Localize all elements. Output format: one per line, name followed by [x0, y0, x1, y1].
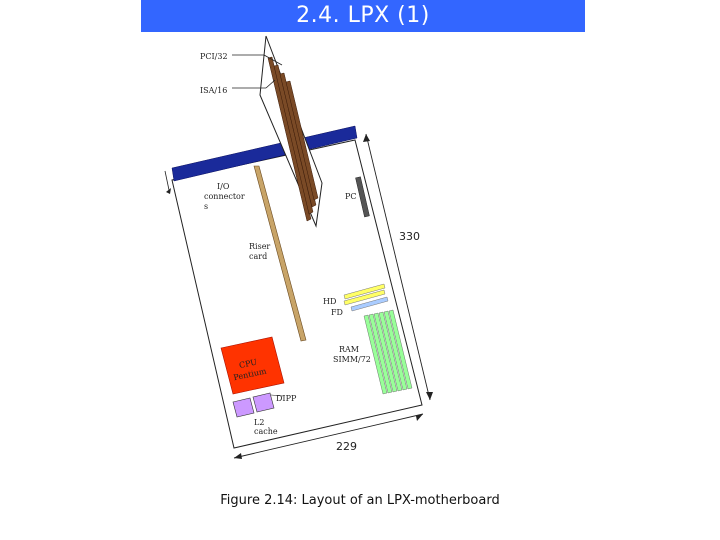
ram-label-line2: SIMM/72: [333, 355, 371, 364]
slide-title: 2.4. LPX (1): [296, 3, 430, 28]
cpu-label-line2: Pentium: [232, 366, 268, 383]
fd-label: FD: [331, 308, 343, 317]
dimension-229-label: 229: [336, 440, 357, 453]
hd-label: HD: [323, 297, 337, 306]
pc-label: PC: [345, 192, 357, 201]
l2-label-line2: cache: [254, 427, 278, 436]
dimension-330-label: 330: [399, 230, 420, 243]
dipp-label: DIPP: [276, 394, 297, 403]
isa-label: ISA/16: [200, 86, 228, 95]
riser-label-line1: Riser: [249, 242, 271, 251]
l2-label-line1: L2: [254, 418, 265, 427]
riser-label-line2: card: [249, 252, 268, 261]
pci-label: PCI/32: [200, 52, 228, 61]
figure-caption: Figure 2.14: Layout of an LPX-motherboard: [220, 493, 500, 508]
dimension-arrow-229-left: [234, 453, 242, 459]
dimension-arrow-330-top: [363, 134, 370, 142]
io-label-line1: I/O: [217, 182, 230, 191]
dimension-arrow-330-bottom: [426, 392, 433, 400]
edge-arrow-line: [165, 171, 169, 190]
cpu-label-line1: CPU: [238, 357, 258, 371]
ram-label-line1: RAM: [339, 345, 359, 354]
io-label-line2: connector: [204, 192, 245, 201]
io-label-line3: s: [204, 202, 209, 211]
